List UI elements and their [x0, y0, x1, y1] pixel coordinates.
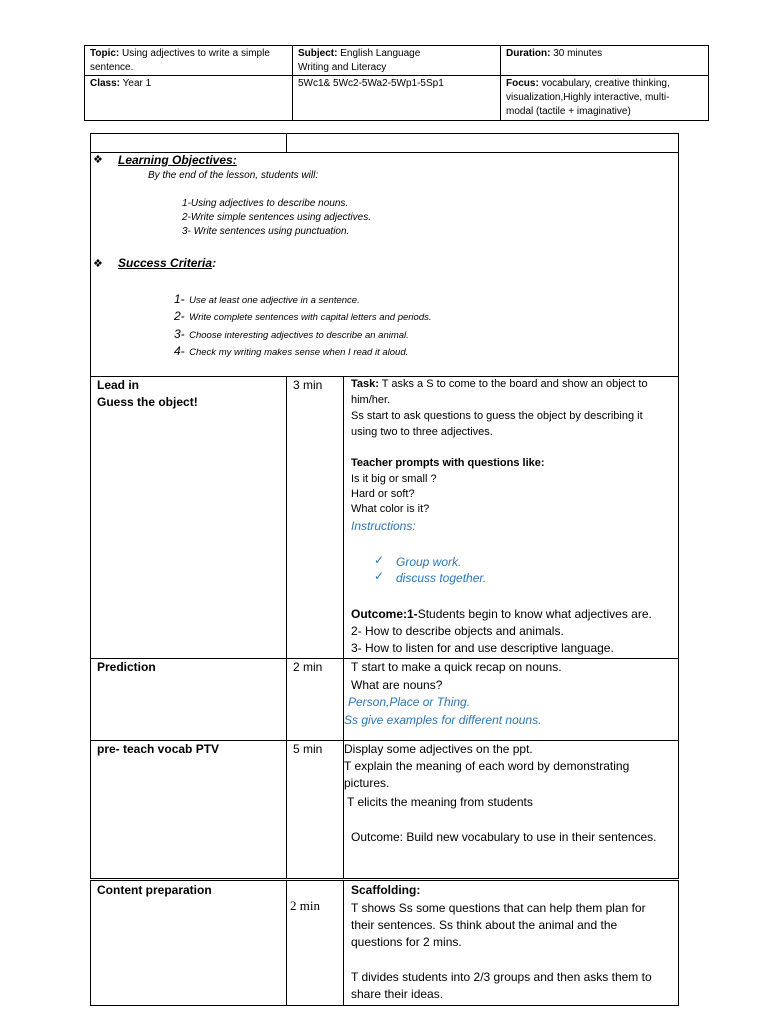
stage-label: Prediction	[97, 660, 156, 674]
success-item: 2- Write complete sentences with capital letters and periods.	[174, 309, 432, 323]
prompt-question: Hard or soft?	[351, 488, 415, 500]
empty-cell-left	[90, 133, 287, 153]
focus-text: Focus: vocabulary, creative thinking, visualization,Highly interactive, multi- modal (tactile + imaginative)	[506, 78, 670, 117]
objectives-title: Learning Objectives:	[118, 153, 237, 167]
preteach-outcome: Outcome: Build new vocabulary to use in their sentences.	[351, 830, 657, 844]
success-title: Success Criteria:	[118, 256, 217, 270]
instruction-item: Group work.	[396, 555, 462, 569]
class-text: Class: Year 1	[90, 78, 152, 89]
lead-in-time-cell	[286, 376, 344, 659]
stage-label: Lead in Guess the object!	[97, 378, 198, 409]
bullet-diamond-icon: ❖	[93, 258, 103, 270]
preteach-line: T elicits the meaning from students	[347, 795, 533, 809]
success-item: 1- Use at least one adjective in a sentence.	[174, 292, 360, 306]
objective-item: 1-Using adjectives to describe nouns.	[182, 198, 349, 209]
lead-in-task-text: Task: T asks a S to come to the board and show an object to him/her. Ss start to ask questions to guess the object by describing it using two to three adjectives.	[351, 378, 648, 438]
time-label: 3 min	[293, 378, 323, 392]
objective-item: 2-Write simple sentences using adjectives.	[182, 212, 371, 223]
preteach-time-cell	[286, 740, 344, 879]
lead-in-stage-cell	[90, 376, 287, 659]
instruction-item: discuss together.	[396, 571, 487, 585]
prompt-question: Is it big or small ?	[351, 473, 437, 485]
prediction-line: T start to make a quick recap on nouns.	[351, 660, 562, 674]
lead-in-outcome: Outcome:1-Students begin to know what adjectives are. 2- How to describe objects and animals. 3- How to listen for and use descriptive language.	[351, 607, 652, 655]
stage-label: Content preparation	[97, 883, 212, 897]
topic-text: Topic: Using adjectives to write a simple sentence.	[90, 48, 270, 73]
content-text: T divides students into 2/3 groups and then asks them to share their ideas.	[351, 970, 652, 1001]
codes-text: 5Wc1& 5Wc2-5Wa2-5Wp1-5Sp1	[298, 78, 444, 89]
content-text: T shows Ss some questions that can help them plan for their sentences. Ss think about the animal and the questions for 2 mins.	[351, 901, 646, 949]
instructions-label: Instructions:	[351, 519, 416, 533]
empty-cell-right	[286, 133, 679, 153]
checkmark-icon: ✓	[374, 569, 385, 583]
success-item: 4- Check my writing makes sense when I read it aloud.	[174, 344, 409, 358]
prediction-line: What are nouns?	[351, 678, 443, 692]
prompts-title: Teacher prompts with questions like:	[351, 457, 545, 469]
objectives-intro: By the end of the lesson, students will:	[148, 170, 319, 181]
bullet-diamond-icon: ❖	[93, 154, 103, 166]
preteach-text: Display some adjectives on the ppt. T explain the meaning of each word by demonstrating pictures.	[344, 742, 630, 790]
time-label: 5 min	[293, 742, 323, 756]
prediction-answer: Person,Place or Thing.	[348, 695, 471, 709]
checkmark-icon: ✓	[374, 553, 385, 567]
stage-label: pre- teach vocab PTV	[97, 742, 220, 756]
scaffolding-label: Scaffolding:	[351, 883, 421, 897]
time-label: 2 min	[293, 660, 323, 674]
prediction-answer: Ss give examples for different nouns.	[344, 713, 542, 727]
time-label: 2 min	[290, 898, 320, 913]
subject-text: Subject: English Language Writing and Literacy	[298, 48, 421, 73]
objective-item: 3- Write sentences using punctuation.	[182, 226, 350, 237]
prompt-question: What color is it?	[351, 503, 430, 515]
duration-text: Duration: 30 minutes	[506, 48, 603, 59]
preteach-stage-cell	[90, 740, 287, 879]
success-item: 3- Choose interesting adjectives to describe an animal.	[174, 327, 409, 341]
